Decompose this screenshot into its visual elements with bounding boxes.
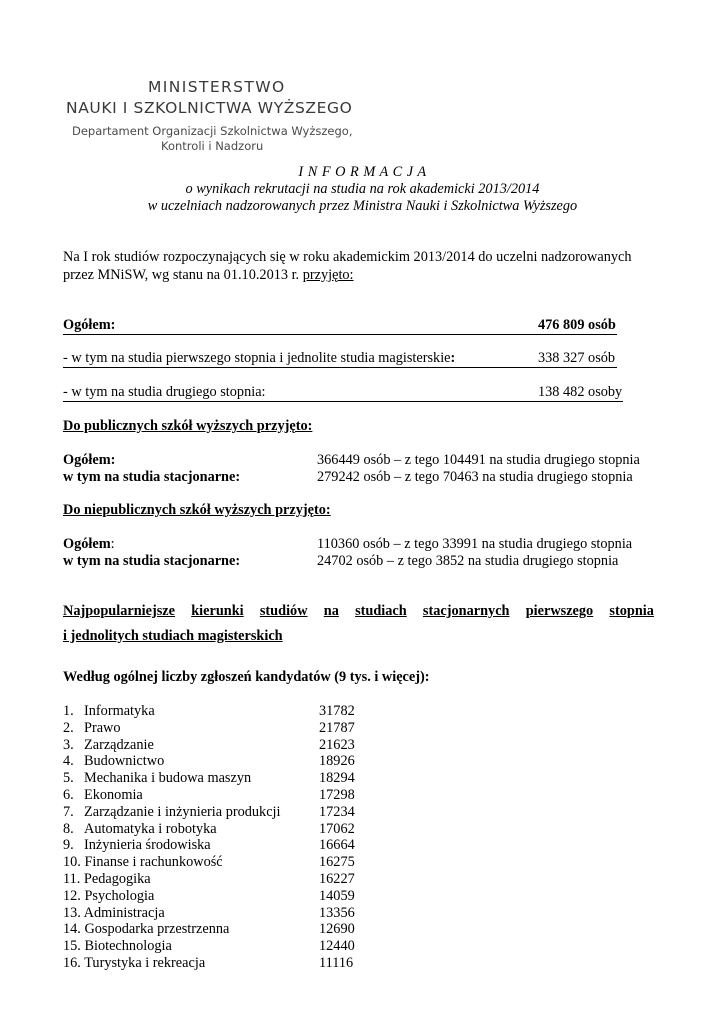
list-item-count: 18926: [319, 753, 355, 770]
list-item-number: 6.: [63, 786, 74, 803]
public-fulltime-label: w tym na studia stacjonarne:: [63, 469, 241, 485]
list-item-count: 17298: [319, 786, 355, 803]
list-item-count: 17234: [319, 803, 355, 820]
list-item-number: 2.: [63, 719, 74, 736]
list-item-name: [63, 905, 165, 922]
list-item-number: 10.: [63, 854, 81, 871]
list-item-label: Budownictwo: [84, 753, 165, 770]
list-item-name: [63, 921, 229, 938]
department-name-line1: Departament Organizacji Szkolnictwa Wyższego,: [72, 124, 353, 138]
list-item-label: Zarządzanie: [84, 736, 154, 753]
first-degree-row: [63, 350, 455, 367]
second-degree-label: - w tym na studia drugiego stopnia:: [63, 384, 266, 400]
list-item-number: 4.: [63, 753, 74, 770]
list-item-count: 21623: [319, 736, 355, 753]
list-item-number: 16.: [63, 954, 81, 971]
first-degree-underline: [63, 367, 617, 368]
list-item-count: 21787: [319, 719, 355, 736]
list-item-count: 12690: [319, 921, 355, 938]
ministry-name-line1: MINISTERSTWO: [148, 78, 286, 96]
popular-heading-word: Najpopularniejsze: [63, 603, 175, 619]
popular-heading-line-2: i jednolitych studiach magisterskich: [63, 628, 283, 644]
list-item-label: Ekonomia: [84, 786, 143, 803]
list-item-number: 1.: [63, 703, 74, 719]
first-degree-value: 338 327 osób: [538, 350, 616, 366]
document-subtitle-1: o wynikach rekrutacji na studia na rok akademicki 2013/2014: [185, 181, 540, 197]
public-heading: Do publicznych szkół wyższych przyjęto:: [63, 418, 313, 434]
nonpublic-heading: Do niepublicznych szkół wyższych przyjęto:: [63, 502, 331, 518]
list-item-label: Finanse i rachunkowość: [84, 854, 223, 871]
document-title: I N F O R M A C J A: [298, 164, 427, 180]
list-item-label: Psychologia: [84, 887, 155, 904]
nonpublic-fulltime-value: 24702 osób – z tego 3852 na studia drugiego stopnia: [317, 553, 619, 569]
total-label: Ogółem:: [63, 317, 116, 333]
list-item-label: Pedagogika: [83, 870, 151, 887]
nonpublic-fulltime-label: w tym na studia stacjonarne:: [63, 553, 241, 569]
public-total-value: 366449 osób – z tego 104491 na studia drugiego stopnia: [317, 452, 640, 468]
list-item-number: 8.: [63, 820, 74, 837]
list-item-count: 18294: [319, 770, 355, 787]
list-item-name: [63, 854, 223, 871]
total-value: 476 809 osób: [538, 317, 616, 333]
list-item-number: 7.: [63, 803, 74, 820]
list-item-label: Turystyka i rekreacja: [84, 954, 206, 971]
list-item-label: Zarządzanie i inżynieria produkcji: [84, 803, 281, 820]
public-fulltime-value: 279242 osób – z tego 70463 na studia drugiego stopnia: [317, 469, 633, 485]
list-item-label: Prawo: [84, 719, 121, 736]
list-item-name: [63, 938, 172, 955]
list-item-name: [63, 871, 151, 888]
popular-heading-word: studiach: [355, 603, 407, 619]
list-item-number: 13.: [63, 904, 81, 921]
list-item-count: 17062: [319, 820, 355, 837]
popular-heading-line-1: [63, 603, 654, 620]
popular-subheading: Według ogólnej liczby zgłoszeń kandydatów (9 tys. i więcej):: [63, 669, 430, 685]
list-item-label: Mechanika i budowa maszyn: [84, 770, 252, 787]
list-item-label: Biotechnologia: [84, 938, 172, 955]
list-item-label: Automatyka i robotyka: [84, 820, 217, 837]
nonpublic-total-value: 110360 osób – z tego 33991 na studia drugiego stopnia: [317, 536, 633, 552]
popular-heading-word: pierwszego: [525, 603, 594, 619]
first-degree-label: - w tym na studia pierwszego stopnia i jednolite studia magisterskie: [63, 350, 451, 366]
intro-text: przez MNiSW, wg stanu na 01.10.2013 r.: [63, 267, 303, 283]
total-underline: [63, 334, 617, 335]
list-item-number: 5.: [63, 770, 74, 787]
list-item-label: Administracja: [83, 904, 165, 921]
list-item-number: 12.: [63, 887, 81, 904]
list-item-number: 11.: [63, 870, 81, 887]
list-item-name: [63, 955, 205, 972]
list-item-count: 14059: [319, 887, 355, 904]
list-item-number: 14.: [63, 921, 81, 938]
document-subtitle-2: w uczelniach nadzorowanych przez Ministra Nauki i Szkolnictwa Wyższego: [147, 198, 578, 214]
list-item-label: Informatyka: [84, 703, 155, 719]
list-item-count: 16275: [319, 854, 355, 871]
nonpublic-total-label: Ogółem: [63, 536, 111, 552]
second-degree-value: 138 482 osoby: [538, 384, 623, 400]
popular-heading-word: stopnia: [609, 603, 654, 619]
popular-heading-word: na: [323, 603, 339, 619]
list-item-number: 15.: [63, 938, 81, 955]
list-item-count: 11116: [319, 954, 354, 971]
ministry-name-line2: NAUKI I SZKOLNICTWA WYŻSZEGO: [66, 99, 353, 117]
list-item-number: 9.: [63, 837, 74, 854]
second-degree-underline: [63, 401, 623, 402]
popular-heading-word: studiów: [259, 603, 308, 619]
popular-heading-word: stacjonarnych: [422, 603, 510, 619]
list-item-count: 31782: [319, 703, 355, 719]
department-name-line2: Kontroli i Nadzoru: [161, 139, 264, 153]
intro-line-1: Na I rok studiów rozpoczynających się w roku akademickim 2013/2014 do uczelni nadzorowanych: [63, 249, 632, 265]
list-item-label: Inżynieria środowiska: [84, 837, 211, 854]
list-item-count: 16664: [319, 837, 355, 854]
intro-line-2: [63, 267, 354, 284]
list-item-label: Gospodarka przestrzenna: [84, 921, 230, 938]
first-degree-colon: :: [450, 350, 456, 366]
list-item-name: [63, 888, 154, 905]
public-total-label: Ogółem:: [63, 452, 116, 468]
popular-heading-word: kierunki: [191, 603, 244, 619]
list-item-number: 3.: [63, 736, 74, 753]
intro-accepted-label: przyjęto:: [302, 267, 354, 283]
list-item-count: 13356: [319, 904, 355, 921]
nonpublic-total-row: [63, 536, 115, 553]
list-item-count: 12440: [319, 938, 355, 955]
nonpublic-total-colon: :: [110, 536, 115, 552]
list-item-count: 16227: [319, 870, 355, 887]
